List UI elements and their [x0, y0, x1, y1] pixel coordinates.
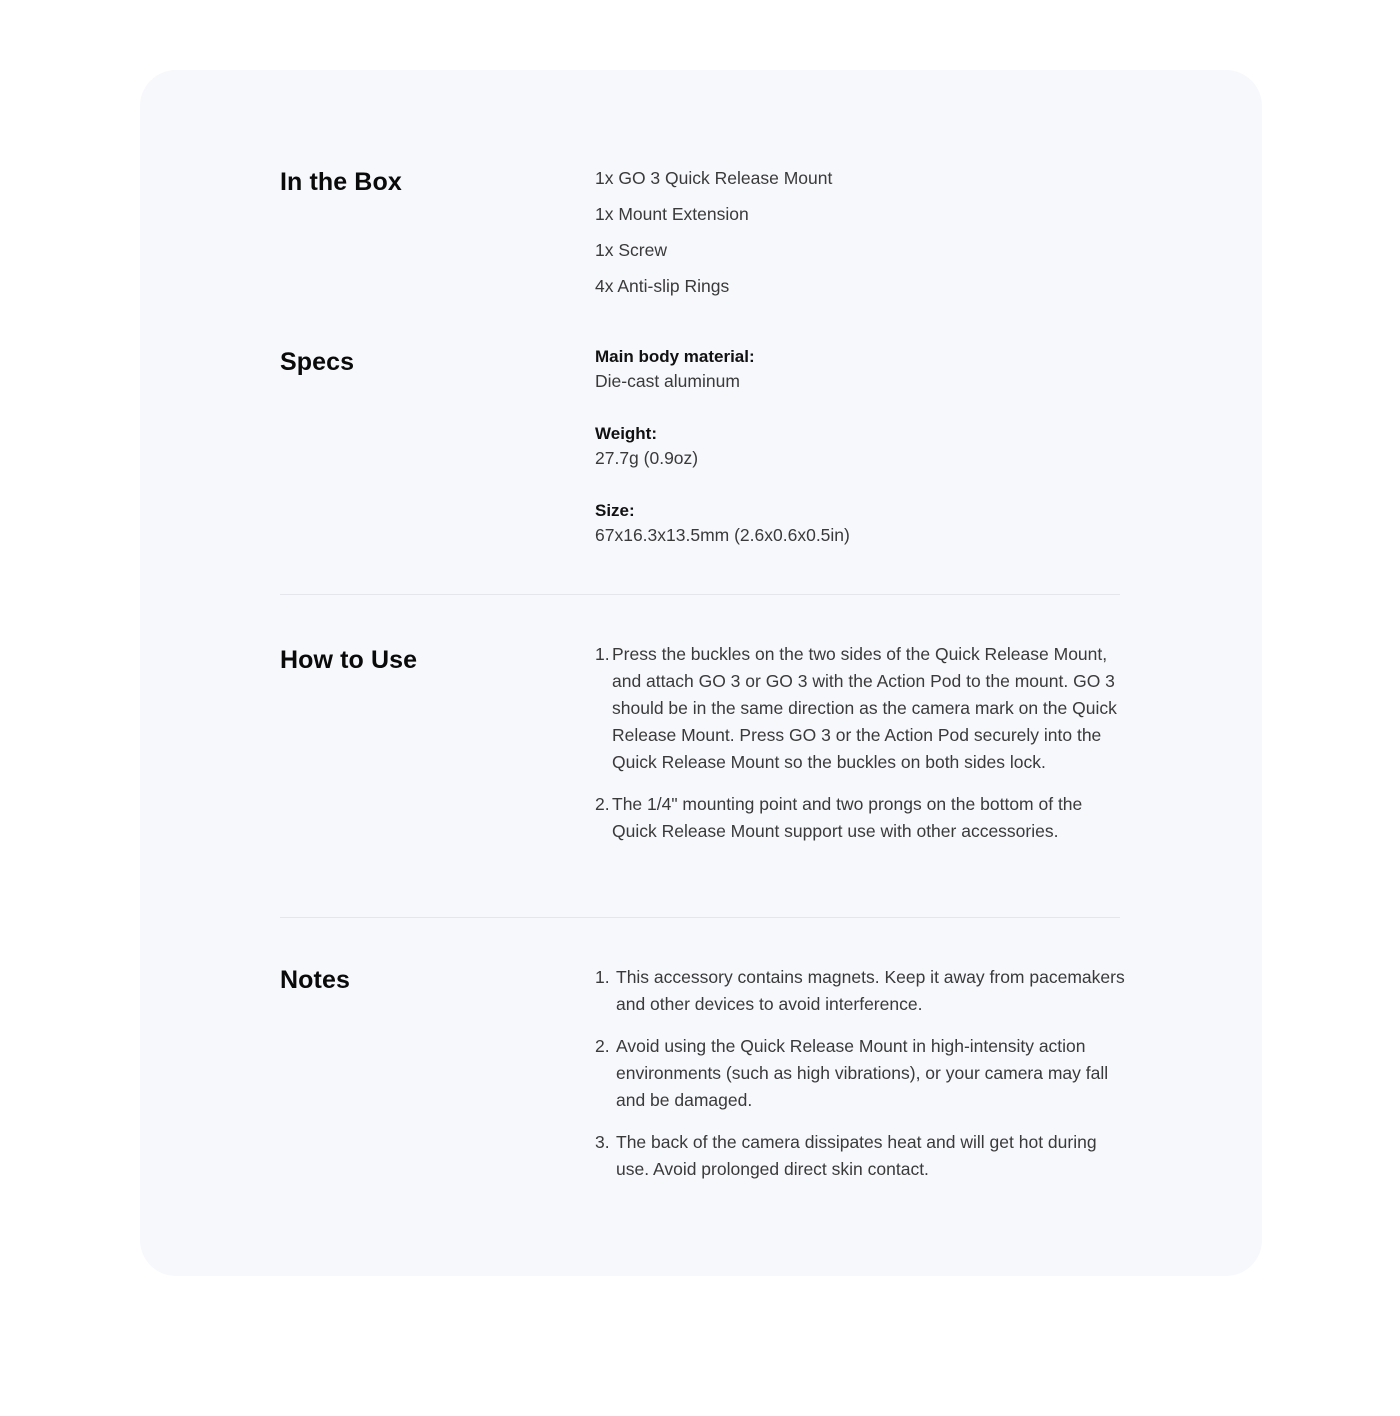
specs-heading: Specs — [280, 348, 355, 376]
how-to-use-heading: How to Use — [280, 646, 418, 674]
note-text: This accessory contains magnets. Keep it away from pacemakers and other devices to avoid interference. — [616, 967, 1125, 1014]
spec-label: Weight: — [595, 424, 658, 443]
note-number: 1. — [595, 967, 610, 987]
spec-value: 27.7g (0.9oz) — [595, 448, 699, 468]
in-the-box-list — [595, 166, 1125, 298]
section-divider — [280, 594, 1120, 595]
note-text: The back of the camera dissipates heat and will get hot during use. Avoid prolonged direct skin contact. — [616, 1132, 1097, 1179]
note-number: 2. — [595, 1036, 610, 1056]
spec-value: 67x16.3x13.5mm (2.6x0.6x0.5in) — [595, 525, 850, 545]
spec-label: Size: — [595, 501, 635, 520]
spec-weight — [595, 423, 1125, 471]
list-item — [595, 1129, 1125, 1183]
spec-material — [595, 346, 1125, 394]
list-item — [595, 1033, 1125, 1114]
list-item: 1x GO 3 Quick Release Mount — [595, 168, 833, 188]
list-item: 4x Anti-slip Rings — [595, 276, 730, 296]
note-number: 3. — [595, 1132, 610, 1152]
spec-size — [595, 500, 1125, 548]
list-item: 1x Mount Extension — [595, 204, 749, 224]
in-the-box-heading: In the Box — [280, 168, 402, 196]
spec-label: Main body material: — [595, 347, 755, 366]
product-details-card — [140, 70, 1262, 1276]
how-to-use-steps — [595, 641, 1125, 845]
spec-value: Die-cast aluminum — [595, 371, 740, 391]
step-number: 1. — [595, 644, 610, 664]
section-divider — [280, 917, 1120, 918]
list-item — [595, 964, 1125, 1018]
list-item — [595, 641, 1125, 776]
notes-list — [595, 964, 1125, 1183]
list-item — [595, 791, 1125, 845]
note-text: Avoid using the Quick Release Mount in high-intensity action environments (such as high vibrations), or your camera may fall and be damaged. — [616, 1036, 1109, 1110]
step-text: Press the buckles on the two sides of the Quick Release Mount, and attach GO 3 or GO 3 with the Action Pod to the mount. GO 3 should be in the same direction as the camera mark on the Quick Release Mount. Press GO 3 or the Action Pod securely into the Quick Release Mount so the buckles on both sides lock. — [612, 644, 1117, 772]
notes-heading: Notes — [280, 966, 350, 994]
step-text: The 1/4" mounting point and two prongs on the bottom of the Quick Release Mount support use with other accessories. — [612, 794, 1083, 841]
list-item: 1x Screw — [595, 240, 667, 260]
step-number: 2. — [595, 794, 610, 814]
